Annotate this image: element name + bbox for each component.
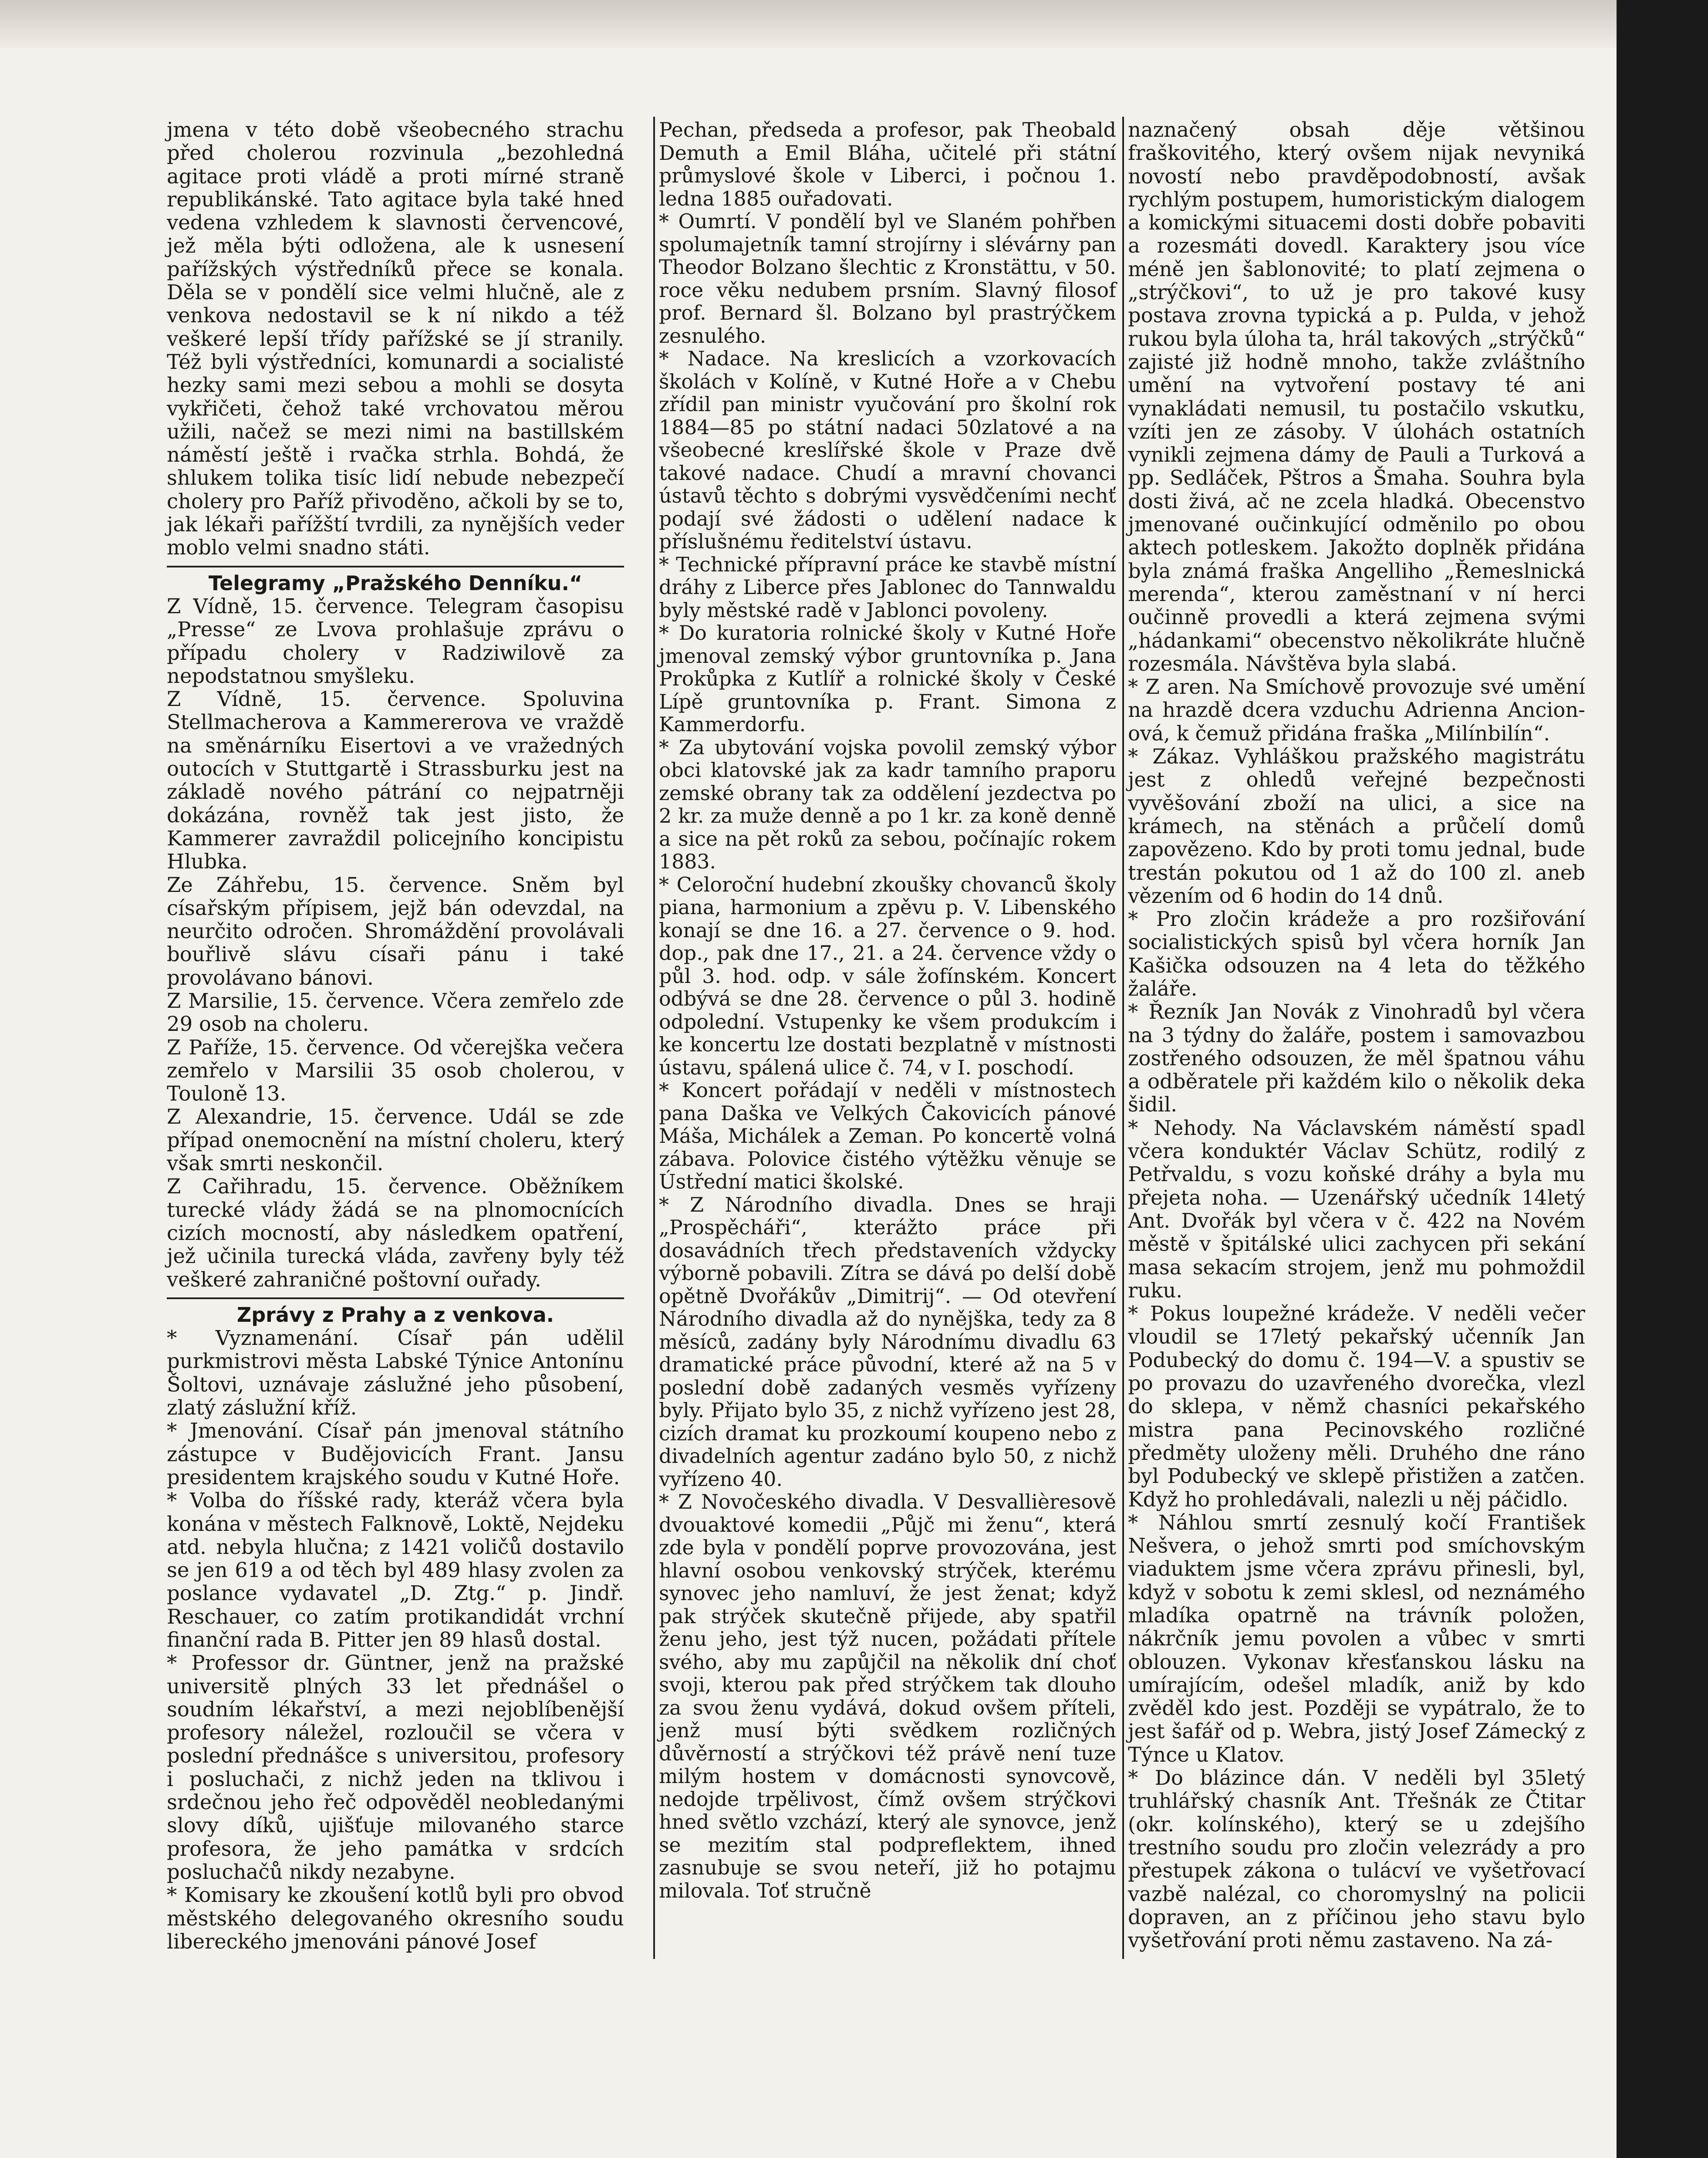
telegram-item: Z Marsilie, 15. července. Včera zemřelo zde 29 osob na choleru. bbox=[167, 989, 624, 1036]
news-item: * Oumrtí. V pondělí byl ve Slaném pohřben spolumajetník tamní strojírny i slévárny pan Theodor Bolzano šlechtic z Kronstättu, v 50. roce věku nedubem prsním. Slavný filosof prof. Bernard šl. Bolzano byl prastrýčkem zesnulého. bbox=[659, 209, 1116, 348]
news-item: * Z aren. Na Smíchově provozuje své umění na hrazdě dcera vzduchu Adrienna Ancion-ová, k čemuž přidána fraška „Milínbilín“. bbox=[1128, 675, 1585, 745]
news-item: * Do kuratoria rolnické školy v Kutné Hoře jmenoval zemský výbor gruntovníka p. Jana Prokůpka z Kutlíř a rolnické školy v České Lípě gruntovníka p. Frant. Simona z Kammerdorfu. bbox=[659, 621, 1116, 736]
news-item: * Professor dr. Güntner, jenž na pražské universitě plných 33 let přednášel o soudním lékařství, a mezi nejoblíbenější profesory náležel, rozloučil se včera v poslední přednášce s universitou, profesory i posluchači, z nichž jeden na tklivou i srdečnou jeho řeč odpověděl neobledanými slovy díků, ujišťuje milovaného starce profesora, že jeho památka v srdcích posluchačů nikdy nezabyne. bbox=[167, 1651, 624, 1884]
news-item: * Pokus loupežné krádeže. V neděli večer vloudil se 17letý pekařský učenník Jan Podubecký do domu č. 194—V. a spustiv se po provazu do uzavřeného dvorečka, vlezl do sklepa, v němž chasníci pekařského mistra pana Pecinovského rozličné předměty uloženy měli. Druhého dne ráno byl Podubecký ve sklepě přistižen a zatčen. Když ho prohledávali, nalezli u něj páčidlo. bbox=[1128, 1302, 1585, 1511]
article-paragraph: jmena v této době všeobecného strachu před cholerou rozvinula „bezohledná agitace proti vládě a proti mírné straně republikánské. Tato agitace byla také hned vedena vzhledem k slavnosti červencové, jež měla býti odložena, ale k usnesení pařížských výstředníků přece se konala. Děla se v pondělí sice velmi hlučně, ale z venkova nedostavil se k ní nikdo a též veškeré lepší třídy pařížské se jí stranily. Též byli výstředníci, komunardi a socialisté hezky sami mezi sebou a mohli se dosyta vykřičeti, čehož také vrchovatou měrou užili, načež se mezi nimi na bastillském náměstí ještě i rvačka strhla. Bohdá, že shlukem tolika tisíc lidí nebude nebezpečí cholery pro Paříž přivoděno, ačkoli by se to, jak lékaři pařížští tvrdili, za nynějších veder moblo velmi snadno státi. bbox=[167, 118, 624, 560]
column-divider-2 bbox=[1122, 117, 1124, 1959]
news-item: * Zákaz. Vyhláškou pražského magistrátu jest z ohledů veřejné bezpečnosti vyvěšování zboží na ulici, a sice na krámech, na stěnách a průčelí domů zapovězeno. Kdo by proti tomu jednal, bude trestán pokutou od 1 až do 100 zl. aneb vězením od 6 hodin do 14 dnů. bbox=[1128, 745, 1585, 908]
column-2 bbox=[659, 118, 1116, 1902]
news-item: * Z Národního divadla. Dnes se hraji „Prospěcháři“, kterážto práce při dosavádních třech představeních vždycky výborně pobavili. Zítra se dává po delší době opětně Dvořákův „Dimitrij“. — Od otevření Národního divadla až do nynějška, tedy za 8 měsíců, zadány byly Národnímu divadlu 63 dramatické práce původní, které až na 5 v poslední době zadaných vesměs vyřízeny byly. Přijato bylo 35, z nichž vyřízeno jest 28, cizích dramat ku prozkoumí koupeno nebo z divadelních agentur zadáno bylo 50, z nichž vyřízeno 40. bbox=[659, 1192, 1116, 1491]
telegram-item: Z Cařihradu, 15. července. Oběžníkem turecké vlády žádá se na plnomocnících cizích mocností, aby následkem opatření, jež učinila turecká vláda, zavřeny byly též veškeré zahraničné poštovní ouřady. bbox=[167, 1175, 624, 1291]
telegram-item: Z Alexandrie, 15. července. Udál se zde případ onemocnění na místní choleru, který však smrti neskončil. bbox=[167, 1105, 624, 1175]
section-rule bbox=[167, 566, 624, 567]
column-3 bbox=[1128, 118, 1585, 1952]
news-item: * Pro zločin krádeže a pro rozšiřování socialistických spisů byl včera horník Jan Kašička odsouzen na 4 leta do těžkého žaláře. bbox=[1128, 907, 1585, 1000]
news-item: naznačený obsah děje většinou fraškovitého, který ovšem nijak nevyniká novostí nebo pravděpodobností, avšak rychlým postupem, humoristickým dialogem a komickými situacemi dosti dobře pobaviti a rozesmáti dovedl. Karaktery jsou více méně jen šablonovité; to platí zejmena o „strýčkovi“, to už je pro takové kusy postava zrovna typická a p. Pulda, v jehož rukou byla úloha ta, hrál takových „strýčků“ zajisté již hodně mnoho, takže zvláštního umění na vytvoření postavy té ani vynakládati nemusil, tu postačilo vskutku, vzíti jen ze zásoby. V úlohách ostatních vynikli zejmena dámy de Pauli a Turková a pp. Sedláček, Pštros a Šmaha. Souhra byla dosti živá, ač ne zcela hladká. Obecenstvo jmenované oučinkující odměnilo po obou aktech potleskem. Jakožto doplněk přidána byla známá fraška Angelliho „Řemeslnická merenda“, kterou zaměstnaní v ní herci oučinně provedli a která zejmena svými „hádankami“ obecenstvo několikráte hlučně rozesmála. Návštěva byla slabá. bbox=[1128, 118, 1585, 675]
telegrams-heading: Telegramy „Pražského Denníku.“ bbox=[208, 571, 583, 595]
news-item: * Nehody. Na Václavském náměstí spadl včera konduktér Václav Schütz, rodilý z Petřvaldu, s vozu koňské dráhy a byla mu přejeta noha. — Uzenářský učedník 14letý Ant. Dvořák byl včera v č. 422 na Novém městě v špitálské ulici zachycen při sekání masa sekacím strojem, jenž mu pohmoždil ruku. bbox=[1128, 1116, 1585, 1302]
news-item: * Za ubytování vojska povolil zemský výbor obci klatovské jak za kadr tamního praporu zemské obrany tak za oddělení jezdectva po 2 kr. za muže denně a po 1 kr. za koně denně a sice na pět roků za sebou, počínajíc rokem 1883. bbox=[659, 735, 1116, 873]
column-divider-1 bbox=[653, 117, 655, 1959]
news-item: * Jmenování. Císař pán jmenoval státního zástupce v Budějovicích Frant. Jansu presidentem krajského soudu v Kutné Hoře. bbox=[167, 1419, 624, 1489]
news-item: * Technické přípravní práce ke stavbě místní dráhy z Liberce přes Jablonec do Tannwaldu byly městské radě v Jablonci povoleny. bbox=[659, 552, 1116, 622]
telegram-item: Z Vídně, 15. července. Telegram časopisu „Presse“ ze Lvova prohlašuje zprávu o případu cholery v Radziwilově za nepodstatnou smyšleku. bbox=[167, 594, 624, 688]
telegram-item: Ze Záhřebu, 15. července. Sněm byl císařským přípisem, jejž bán odevzdal, na neurčito odročen. Shromáždění provolávali bouřlivě slávu císaři pánu i také provolávano bánovi. bbox=[167, 873, 624, 990]
news-item: * Celoroční hudební zkoušky chovanců školy piana, harmonium a zpěvu p. V. Libenského konají se dne 16. a 27. července o 9. hod. dop., pak dne 17., 21. a 24. července vždy o půl 3. hod. odp. v sále žofínském. Koncert odbývá se dne 28. července o půl 3. hodině odpolední. Vstupenky ke všem produkcím i ke koncertu lze dostati bezplatně v místnosti ústavu, spálená ulice č. 74, v I. poschodí. bbox=[659, 872, 1116, 1079]
news-item: * Volba do říšské rady, kteráž včera byla konána v městech Falknově, Loktě, Nejdeku atd. nebyla hlučna; z 1421 voličů dostavilo se jen 619 a od těch byl 489 hlasy zvolen za poslance vydavatel „D. Ztg.“ p. Jindř. Reschauer, co zatím protikandidát vrchní finanční rada B. Pitter jen 89 hlasů dostal. bbox=[167, 1489, 624, 1651]
news-item: Pechan, předseda a profesor, pak Theobald Demuth a Emil Bláha, učitelé při státní průmyslové škole v Liberci, i počnou 1. ledna 1885 ouřadovati. bbox=[659, 118, 1116, 210]
news-item: * Koncert pořádají v neděli v místnostech pana Daška ve Velkých Čakovicích pánové Máša, Michálek a Zeman. Po koncertě volná zábava. Polovice čistého výtěžku věnuje se Ústřední matici školské. bbox=[659, 1078, 1116, 1193]
column-1 bbox=[167, 118, 624, 1953]
news-item: * Řezník Jan Novák z Vinohradů byl včera na 3 týdny do žaláře, postem i samovazbou zostřeného odsouzen, že měl špatnou váhu a odběratele při každém kilo o několik deka šidil. bbox=[1128, 1000, 1585, 1117]
news-item: * Z Novočeského divadla. V Desvallièresově dvouaktové komedii „Půjč mi ženu“, která zde byla v pondělí poprve provozována, jest hlavní osobou venkovský strýček, kterému synovec jeho namluví, že jest ženat; když pak strýček skutečně přijede, aby spatřil ženu jeho, jest týž nucen, požádati přítele svého, aby mu zapůjčil na několik dní choť svoji, kterou pak před strýčkem tak dlouho za svou ženu vydává, dokud ovšem příteli, jenž musí býti svědkem rozličných důvěrností a strýčkovi též právě není tuze milým hostem v domácnosti synovcově, nedojde trpělivost, čímž ovšem strýčkovi hned světlo vzchází, který ale synovce, jenž se mezitím stal podpreflektem, ihned zasnubuje se svou neteří, již ho potajmu milovala. Toť stručně bbox=[659, 1490, 1116, 1902]
news-item: * Nadace. Na kreslicích a vzorkovacích školách v Kolíně, v Kutné Hoře a v Chebu zřídil pan ministr vyučování pro školní rok 1884—85 po státní nadaci 50zlatové a na všeobecné kreslířské škole v Praze dvě takové nadace. Chudí a mravní chovanci ústavů těchto s dobrými vysvědčeními nechť podají své žádosti o udělení nadace k příslušnému ředitelství ústavu. bbox=[659, 347, 1116, 553]
section-rule bbox=[167, 1297, 624, 1299]
telegram-item: Z Paříže, 15. července. Od včerejška večera zemřelo v Marsilii 35 osob cholerou, v Touloně 13. bbox=[167, 1035, 624, 1106]
page-top-shadow bbox=[0, 0, 1708, 48]
news-item: * Komisary ke zkoušení kotlů byli pro obvod městského delegovaného okresního soudu libereckého jmenováni pánové Josef bbox=[167, 1883, 624, 1953]
book-edge-shadow bbox=[1617, 0, 1708, 2158]
news-item: * Do blázince dán. V neděli byl 35letý truhlářský chasník Ant. Třešnák ze Čtitar (okr. kolínského), který se u zdejšího trestního soudu pro zločin velezrády a pro přestupek zákona o tulácví ve vyšetřovací vazbě nalézal, co choromyslný na policii dopraven, an z příčinou jeho stavu bylo vyšetřování proti němu zastaveno. Na zá- bbox=[1128, 1766, 1585, 1952]
telegram-item: Z Vídně, 15. července. Spoluvina Stellmacherova a Kammererova ve vraždě na směnárníku Eisertovi a ve vražedných outocích v Stuttgartě i Strassburku jest na základě nového pátrání co nejpatrněji dokázána, rovněž tak jest jisto, že Kammerer zavraždil policejního koncipistu Hlubka. bbox=[167, 687, 624, 874]
news-item: * Vyznamenání. Císař pán udělil purkmistrovi města Labské Týnice Antonínu Šoltovi, uznávaje záslužné jeho působení, zlatý záslužní kříž. bbox=[167, 1326, 624, 1420]
news-heading: Zprávy z Prahy a z venkova. bbox=[236, 1303, 554, 1327]
news-item: * Náhlou smrtí zesnulý kočí František Nešvera, o jehož smrti pod smíchovským viaduktem jsme včera zprávu přinesli, byl, když v sobotu k zemi sklesl, od neznámého mladíka opatrně na trávník položen, nákrčník jemu povolen a vůbec v smrti oblouzen. Vykonav křesťanskou lásku na umírajícím, odešel mladík, aniž by kdo zvěděl kdo jest. Později se vypátralo, že to jest šafář od p. Webra, jistý Josef Zámecký z Týnce u Klatov. bbox=[1128, 1510, 1585, 1766]
